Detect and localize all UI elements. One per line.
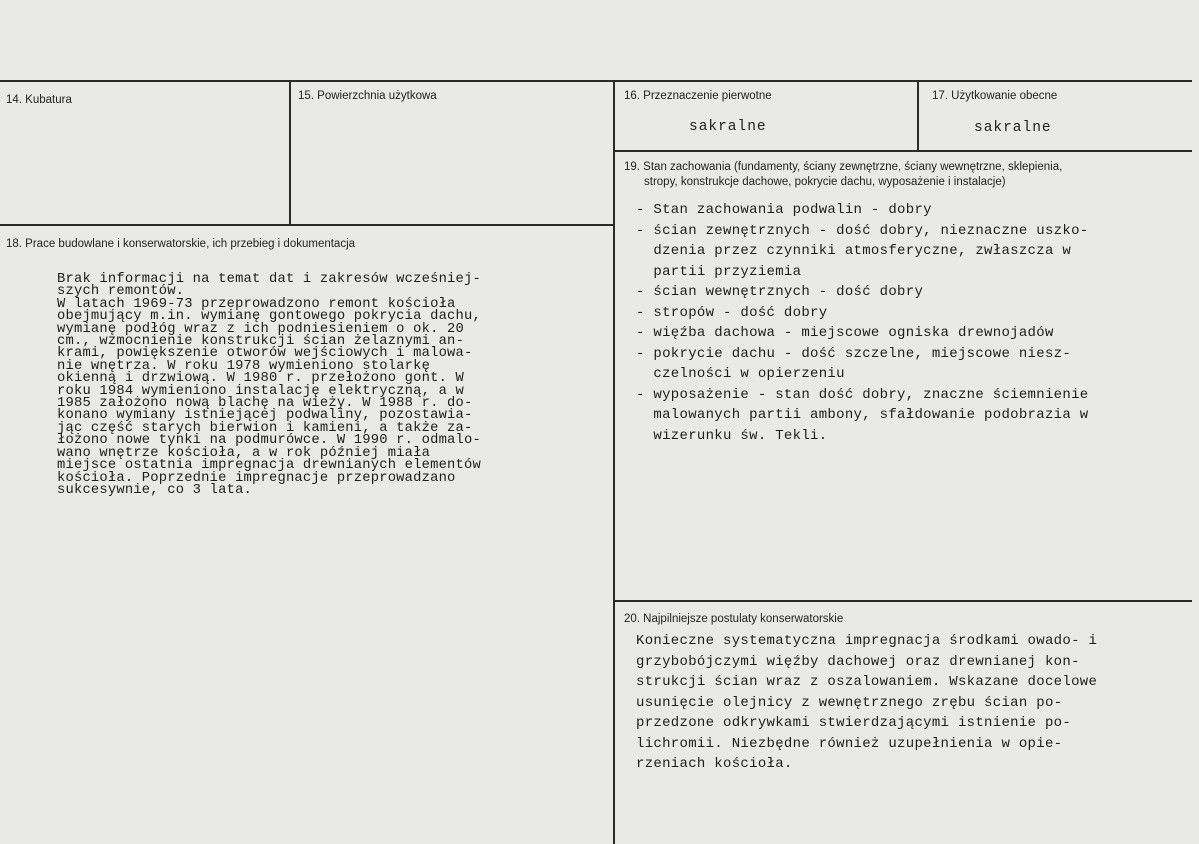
field-15-label: 15. Powierzchnia użytkowa xyxy=(298,90,437,102)
top-border-line xyxy=(0,80,1192,82)
field-18-line: nie wnętrza. W roku 1978 wymieniono stolarkę xyxy=(57,358,431,374)
field-16-label: 16. Przeznaczenie pierwotne xyxy=(624,90,772,102)
field-19-line: malowanych partii ambony, sfałdowanie podobrazia w xyxy=(636,407,1089,423)
field-18-line: okienną i drzwiową. W 1980 r. przełożono gont. W xyxy=(57,371,465,387)
divider-15-16 xyxy=(613,82,615,844)
field-18-label: 18. Prace budowlane i konserwatorskie, ich przebieg i dokumentacja xyxy=(6,238,356,250)
line-below-19 xyxy=(613,600,1192,602)
field-19-line: - Stan zachowania podwalin - dobry xyxy=(636,202,932,218)
field-20-line: Konieczne systematyczna impregnacja środkami owado- i xyxy=(636,633,1098,649)
field-18-line: sukcesywnie, co 3 lata. xyxy=(57,482,253,498)
field-18-line: jąc część starych bierwion i kamieni, a także za- xyxy=(57,420,473,436)
field-19-line: dzenia przez czynniki atmosferyczne, zwłaszcza w xyxy=(636,243,1072,259)
line-below-16-17 xyxy=(613,150,1192,152)
field-18-line: cm., wzmocnienie konstrukcji ścian żelaznymi an- xyxy=(57,334,465,350)
field-18-line: kościoła. Poprzednie impregnacje przeprowadzano xyxy=(57,470,456,486)
field-18-line: wano wnętrze kościoła, a w rok później miała xyxy=(57,445,431,461)
field-20-text xyxy=(636,631,1178,775)
field-20-line: grzybobójczymi więźby dachowej oraz drewnianej kon- xyxy=(636,653,1080,670)
field-19-list xyxy=(636,200,1176,446)
field-20-line: usunięcie olejnicy z wewnętrznego zrębu ścian po- xyxy=(636,694,1063,711)
field-19-line: partii przyziemia xyxy=(636,263,802,280)
field-19-line: - ścian zewnętrznych - dość dobry, nieznaczne uszko- xyxy=(636,222,1089,239)
field-18-line: W latach 1969-73 przeprowadzono remont kościoła xyxy=(57,296,456,312)
field-19-line: wizerunku św. Tekli. xyxy=(636,427,828,444)
field-18-line: roku 1984 wymieniono instalację elektryczną, a w xyxy=(57,383,465,399)
field-18-line: konano wymiany istniejącej podwaliny, pozostawia- xyxy=(57,408,473,424)
field-18-line: krami, powiększenie otworów wejściowych i malowa- xyxy=(57,346,473,362)
field-17-value: sakralne xyxy=(974,120,1052,136)
field-19-line: - stropów - dość dobry xyxy=(636,304,828,321)
field-19-label-line1: 19. Stan zachowania (fundamenty, ściany zewnętrzne, ściany wewnętrzne, sklepienia, xyxy=(624,161,1063,173)
line-below-14-15 xyxy=(0,224,614,226)
field-18-line: wymianę podłóg wraz z ich podniesieniem o ok. 20 xyxy=(57,321,465,337)
field-19-line: czelności w opierzeniu xyxy=(636,366,845,382)
divider-14-15 xyxy=(289,82,291,225)
field-18-line: miejsce ostatnia impregnacja drewnianych elementów xyxy=(57,458,481,474)
field-16-value: sakralne xyxy=(689,119,767,135)
field-20-label: 20. Najpilniejsze postulaty konserwatorskie xyxy=(624,613,844,625)
field-18-line: łożono nowe tynki na podmurówce. W 1990 r. odmalo- xyxy=(57,433,481,449)
field-19-line: - ścian wewnętrznych - dość dobry xyxy=(636,284,924,300)
field-18-line: szych remontów. xyxy=(57,284,185,300)
field-17-label: 17. Użytkowanie obecne xyxy=(932,90,1058,102)
field-18-line: Brak informacji na temat dat i zakresów wcześniej- xyxy=(57,272,481,287)
field-19-line: - wyposażenie - stan dość dobry, znaczne ściemnienie xyxy=(636,386,1089,403)
field-19-line: - więźba dachowa - miejscowe ogniska drewnojadów xyxy=(636,325,1054,341)
field-20-line: rzeniach kościoła. xyxy=(636,756,793,772)
field-20-line: przedzone odkrywkami stwierdzającymi istnienie po- xyxy=(636,715,1072,731)
divider-16-17 xyxy=(917,82,919,151)
field-18-text xyxy=(57,274,565,497)
field-19-line: - pokrycie dachu - dość szczelne, miejscowe niesz- xyxy=(636,345,1072,362)
field-20-line: lichromii. Niezbędne również uzupełnienia w opie- xyxy=(636,735,1063,752)
field-20-line: strukcji ścian wraz z oszalowaniem. Wskazane docelowe xyxy=(636,674,1098,690)
field-14-label: 14. Kubatura xyxy=(6,94,72,106)
field-18-line: 1985 założono nową blachę na wieży. W 1988 r. do- xyxy=(57,396,473,412)
field-18-line: obejmujący m.in. wymianę gontowego pokrycia dachu, xyxy=(57,309,481,325)
field-19-label-line2: stropy, konstrukcje dachowe, pokrycie dachu, wyposażenie i instalacje) xyxy=(644,176,1006,188)
